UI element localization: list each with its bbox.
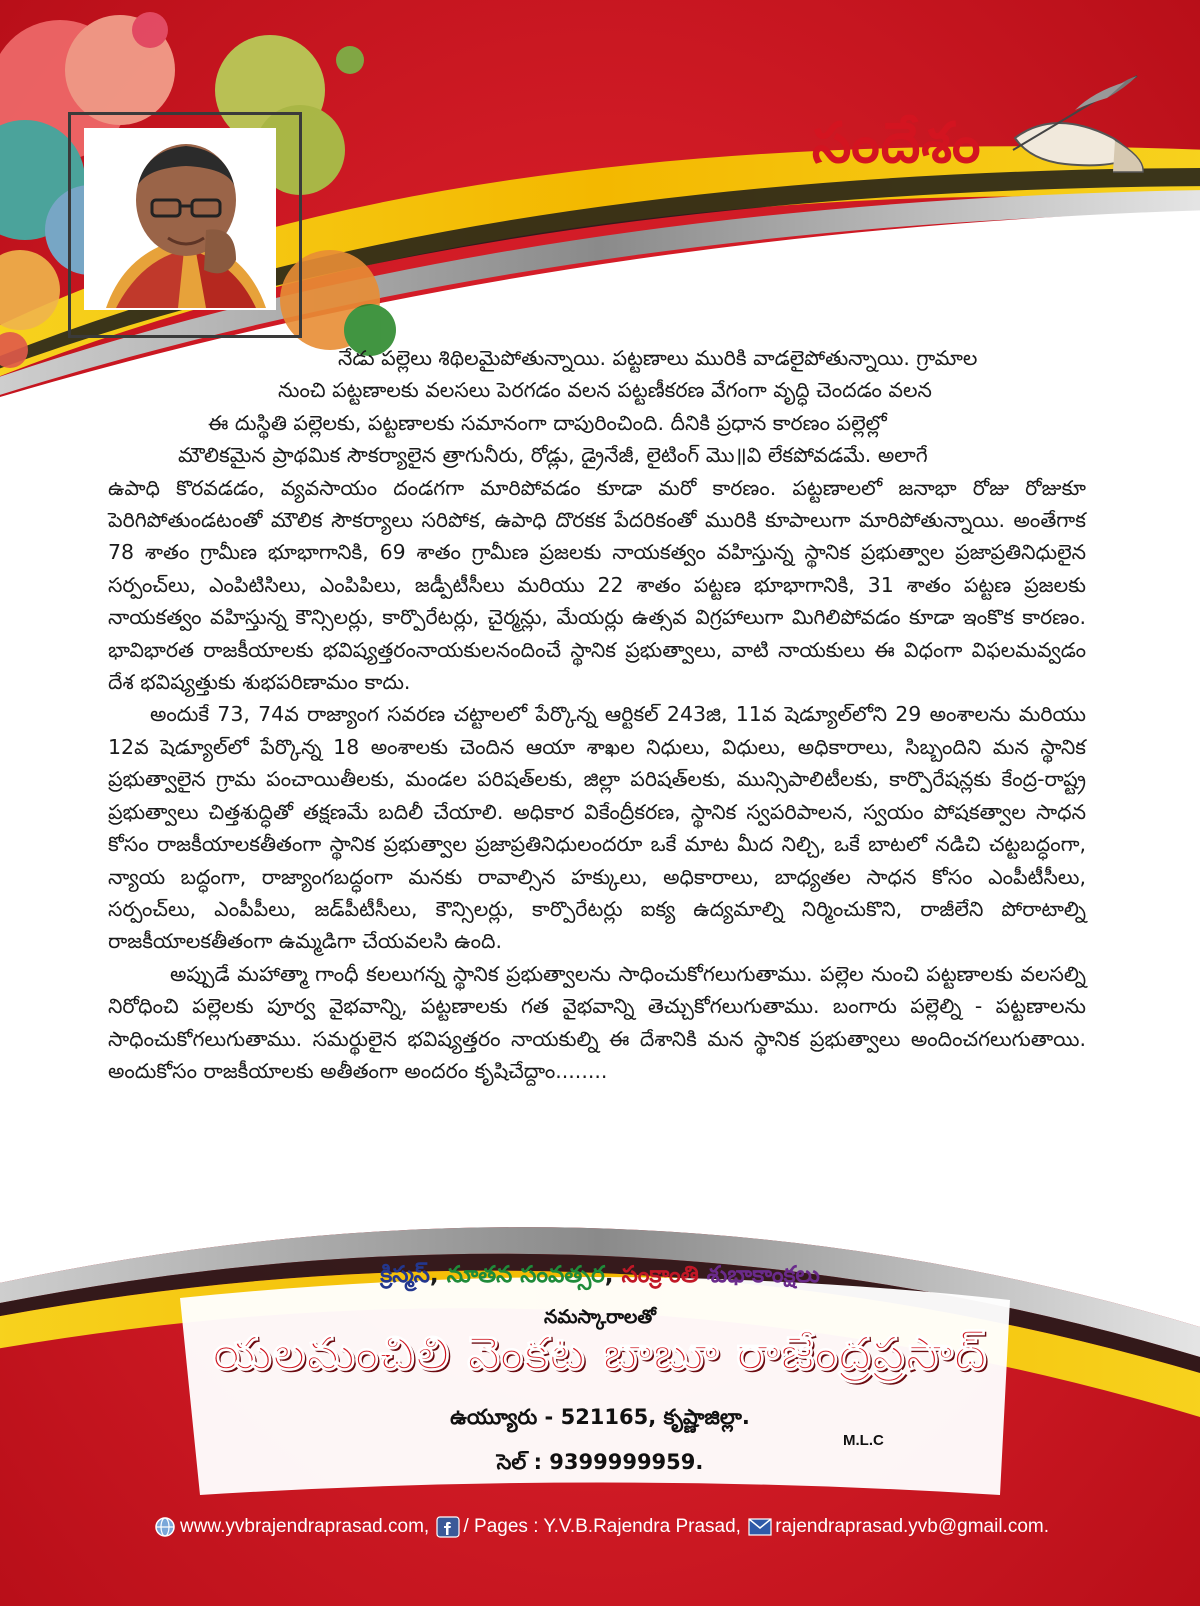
message-paragraph-1: ఉపాధి కొరవడడం, వ్యవసాయం దండగగా మారిపోవడం కూడా మరో కారణం. పట్టణాలలో జనాభా రోజు రోజుకూ పెరిగిపోతుండటంతో మౌలిక సౌకర్యాలు సరిపోక, ఉపాధి దొరకక పేదరికంతో మురికి కూపాలుగా మారిపోతున్నాయి. అంతేగాక 78 శాతం గ్రామీణ భూభాగానికి, 69 శాతం గ్రామీణ ప్రజలకు నాయకత్వం వహిస్తున్న స్థానిక ప్రభుత్వాల ప్రజాప్రతినిధులైన సర్పంచ్‌లు, ఎంపిటిసిలు, ఎంపిపిలు, జడ్పీటీసీలు మరియు 22 శాతం పట్టణ భూభాగానికి, 31 శాతం పట్టణ ప్రజలకు నాయకత్వం వహిస్తున్న కౌన్సిలర్లు, కార్పొరేటర్లు, చైర్మన్లు, మేయర్లు ఉత్సవ విగ్రహాలుగా మిగిలిపోవడం కూడా ఇంకొక కారణం. భావిభారత రాజకీయాలకు భవిష్యత్తరంనాయకులనందించే స్థానిక ప్రభుత్వాలు, వాటి నాయకులు ఈ విధంగా విఫలమవ్వడం దేశ భవిష్యత్తుకు శుభపరిణామం కాదు. xyxy=(108,475,1086,695)
email-icon xyxy=(748,1518,772,1536)
page-title: సందేశం xyxy=(812,110,982,176)
message-line: మౌలికమైన ప్రాథమిక సౌకర్యాలైన త్రాగునీరు, రోడ్లు, డ్రైనేజీ, లైటింగ్ మొ॥వి లేకపోవడమే. అలాగే xyxy=(178,443,928,468)
designation-badge: M.L.C xyxy=(843,1432,884,1449)
message-line: నుంచి పట్టణాలకు వలసలు పెరగడం వలన పట్టణీకరణ వేగంగా వృద్ధి చెందడం వలన xyxy=(278,378,932,403)
portrait-photo xyxy=(86,130,274,308)
namaskar-text: నమస్కారాలతో xyxy=(544,1306,656,1328)
contact-strip xyxy=(0,1516,1200,1538)
greeting-christmas: క్రిస్మస్ xyxy=(380,1262,430,1288)
website-link[interactable]: www.yvbrajendraprasad.com, xyxy=(179,1516,430,1538)
greeting-wishes: శుభాకాంక్షలు xyxy=(706,1262,820,1288)
email-link[interactable]: rajendraprasad.yvb@gmail.com. xyxy=(775,1516,1050,1538)
message-paragraph-2: అందుకే 73, 74వ రాజ్యాంగ సవరణ చట్టాలలో పేర్కొన్న ఆర్టికల్ 243జి, 11వ షెడ్యూల్‌లోని 29 అంశాలను మరియు 12వ షెడ్యూల్‌లో పేర్కొన్న 18 అంశాలకు చెందిన ఆయా శాఖల నిధులు, విధులు, అధికారాలు, సిబ్బందిని మన స్థానిక ప్రభుత్వాలైన గ్రామ పంచాయితీలకు, మండల పరిషత్‌లకు, జిల్లా పరిషత్‌లకు, మున్సిపాలిటీలకు, కార్పొరేషన్లకు కేంద్ర-రాష్ట్ర ప్రభుత్వాలు చిత్తశుద్ధితో తక్షణమే బదిలీ చేయాలి. అధికార వికేంద్రీకరణ, స్థానిక స్వపరిపాలన, స్వయం పోషకత్వాల సాధన కోసం రాజకీయాలకతీతంగా స్థానిక ప్రభుత్వాల ప్రజాప్రతినిధులందరూ ఒకే మాట మీద నిల్చి, ఒకే బాటలో నడిచి చట్టబద్ధంగా, న్యాయ బద్ధంగా, రాజ్యాంగబద్ధంగా మనకు రావాల్సిన హక్కులు, అధికారాలు, బాధ్యతల సాధన కోసం ఎంపీటీసీలు, సర్పంచ్‌లు, ఎంపీపీలు, జడ్‌పీటీసీలు, కౌన్సిలర్లు, కార్పొరేటర్లు ఐక్య ఉద్యమాల్ని నిర్మించుకొని, రాజీలేని పోరాటాల్ని రాజకీయాలకతీతంగా ఉమ్మడిగా చేయవలసి ఉంది. xyxy=(108,702,1086,954)
facebook-page-link[interactable]: / Pages : Y.V.B.Rajendra Prasad, xyxy=(463,1516,741,1538)
greeting-sankranti: సంక్రాంతి xyxy=(621,1262,699,1288)
message-line: నేడు పల్లెలు శిథిలమైపోతున్నాయి. పట్టణాలు మురికి వాడలైపోతున్నాయి. గ్రామాల xyxy=(338,346,978,370)
globe-icon xyxy=(153,1516,177,1538)
portrait-illustration xyxy=(86,130,274,308)
message-body xyxy=(108,342,1086,1087)
greeting-new-year: నూతన సంవత్సర xyxy=(446,1262,605,1288)
message-paragraph-3: అప్పుడే మహాత్మా గాంధీ కలలుగన్న స్థానిక ప్రభుత్వాలను సాధించుకోగలుగుతాము. పల్లెల నుంచి పట్టణాలకు వలసల్ని నిరోధించి పల్లెలకు పూర్వ వైభవాన్ని, పట్టణాలకు గత వైభవాన్ని తెచ్చుకోగలుగుతాము. బంగారు పల్లెల్ని - పట్టణాలను సాధించుకోగలుగుతాము. సమర్థులైన భవిష్యత్తరం నాయకుల్ని ఈ దేశానికి మన స్థానిక ప్రభుత్వాలు అందించగలుగుతాయి. అందుకోసం రాజకీయాలకు అతీతంగా అందరం కృషిచేద్దాం........ xyxy=(108,961,1086,1083)
quill-hand-icon xyxy=(995,68,1145,173)
greeting-line: క్రిస్మస్, నూతన సంవత్సర, సంక్రాంతి శుభాకాంక్షలు xyxy=(380,1262,820,1288)
message-line: ఈ దుస్థితి పల్లెలకు, పట్టణాలకు సమానంగా దాపురించింది. దీనికి ప్రధాన కారణం పల్లెల్లో xyxy=(208,410,887,435)
sender-name: యలమంచిలి వెంకట బాబూ రాజేంద్రప్రసాద్ xyxy=(212,1326,988,1380)
sender-address: ఉయ్యూరు - 521165, కృష్ణాజిల్లా. xyxy=(450,1405,750,1429)
facebook-icon[interactable] xyxy=(436,1516,460,1538)
sender-phone: సెల్ : 9399999959. xyxy=(496,1450,704,1474)
